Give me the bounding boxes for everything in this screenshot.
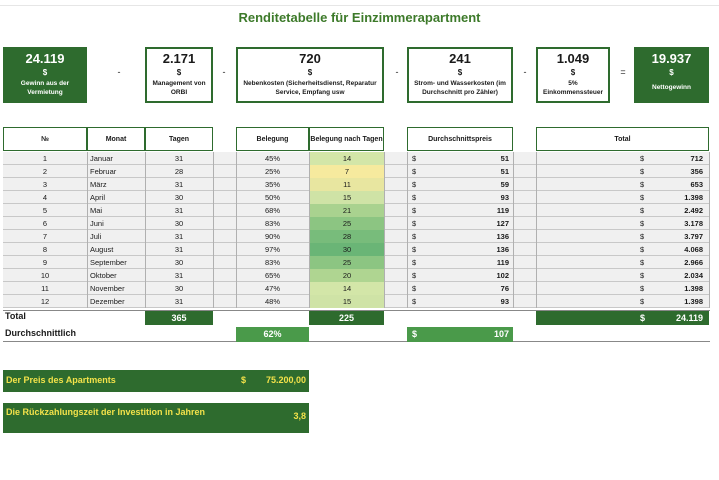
card-steuer	[536, 47, 610, 103]
cell-belegung-tage: 28	[310, 230, 384, 243]
cell-nr: 8	[42, 245, 48, 254]
header-preis: Durchschnittspreis	[407, 127, 513, 151]
column-divider	[236, 152, 237, 308]
cell-total: 1.398	[684, 297, 703, 306]
cell-tage: 31	[174, 245, 184, 254]
operator-minus: -	[222, 67, 226, 77]
cell-total-currency: $	[640, 167, 645, 176]
cell-tage: 31	[174, 297, 184, 306]
card-value: 2.171	[162, 51, 196, 66]
cell-tage: 30	[174, 284, 184, 293]
card-value: 1.049	[556, 51, 590, 66]
cell-tage: 31	[174, 154, 184, 163]
average-currency: $	[412, 329, 418, 339]
card-label: Nettogewinn	[652, 84, 691, 91]
cell-nr: 2	[42, 167, 48, 176]
cell-belegung-tage: 30	[310, 243, 384, 256]
card-nebenkosten	[236, 47, 384, 103]
cell-monat: April	[90, 193, 106, 202]
cell-total: 4.068	[684, 245, 703, 254]
card-currency: $	[570, 68, 576, 77]
operator-minus: -	[523, 67, 527, 77]
column-divider	[513, 152, 514, 308]
cell-belegung-tage: 25	[310, 217, 384, 230]
cell-belegung-tage: 7	[310, 165, 384, 178]
cell-monat: Dezember	[90, 297, 125, 306]
cell-nr: 5	[42, 206, 48, 215]
column-divider	[384, 152, 385, 308]
payback-box	[3, 403, 309, 433]
cell-total: 2.966	[684, 258, 703, 267]
operator-minus: -	[117, 67, 121, 77]
cell-total: 3.797	[684, 232, 703, 241]
card-value: 720	[299, 51, 321, 66]
cell-nr: 4	[42, 193, 48, 202]
cell-belegung-tage: 21	[310, 204, 384, 217]
average-preis-cell	[407, 327, 513, 342]
column-divider	[213, 152, 214, 308]
cell-belegung-tage: 20	[310, 269, 384, 282]
card-currency: $	[669, 68, 674, 77]
column-divider	[87, 152, 88, 308]
cell-preis: 119	[496, 258, 509, 267]
cell-belegung: 68%	[264, 206, 280, 215]
card-management	[145, 47, 213, 103]
header-nr: №	[3, 127, 87, 151]
cell-nr: 12	[40, 297, 50, 306]
cell-total-currency: $	[640, 258, 645, 267]
cell-preis-currency: $	[412, 193, 417, 202]
column-divider	[145, 152, 146, 308]
cell-belegung: 90%	[264, 232, 280, 241]
cell-total-currency: $	[640, 284, 645, 293]
cell-preis: 119	[496, 206, 509, 215]
cell-preis-currency: $	[412, 219, 417, 228]
cell-preis: 59	[500, 180, 509, 189]
cell-preis: 51	[500, 167, 509, 176]
cell-preis-currency: $	[412, 245, 417, 254]
header-total: Total	[536, 127, 709, 151]
cell-preis-currency: $	[412, 232, 417, 241]
cell-belegung: 83%	[264, 219, 280, 228]
cell-tage: 31	[174, 206, 184, 215]
card-value: 24.119	[25, 51, 65, 66]
card-label: Management von ORBI	[152, 80, 206, 96]
cell-total-currency: $	[640, 219, 645, 228]
cell-tage: 30	[174, 219, 184, 228]
card-currency: $	[457, 68, 463, 77]
card-label: Strom- und Wasserkosten (im Durchschnitt pro Zähler)	[414, 80, 506, 96]
card-value: 241	[449, 51, 471, 66]
cell-preis-currency: $	[412, 284, 417, 293]
operator-minus: -	[395, 67, 399, 77]
card-currency: $	[176, 68, 182, 77]
cell-preis: 76	[500, 284, 509, 293]
apartment-price-box	[3, 370, 309, 392]
cell-belegung: 65%	[264, 271, 280, 280]
cell-belegung-tage: 25	[310, 256, 384, 269]
cell-total-currency: $	[640, 154, 645, 163]
total-tage: 365	[145, 311, 213, 325]
cell-tage: 28	[174, 167, 184, 176]
cell-monat: August	[90, 245, 114, 254]
average-label: Durchschnittlich	[5, 328, 77, 338]
cell-monat: Mai	[90, 206, 103, 215]
apartment-price-label: Der Preis des Apartments	[6, 375, 116, 385]
header-monat: Monat	[87, 127, 145, 151]
column-divider	[536, 152, 537, 308]
cell-nr: 6	[42, 219, 48, 228]
header-belegung: Belegung	[236, 127, 309, 151]
cell-belegung: 47%	[264, 284, 280, 293]
column-divider	[709, 152, 710, 308]
cell-tage: 31	[174, 180, 184, 189]
average-belegung: 62%	[236, 327, 309, 342]
cell-monat: Februar	[90, 167, 117, 176]
cell-belegung-tage: 11	[310, 178, 384, 191]
cell-nr: 7	[42, 232, 48, 241]
cell-nr: 1	[42, 154, 48, 163]
cell-total-currency: $	[640, 271, 645, 280]
average-preis: 107	[493, 329, 509, 339]
cell-monat: Juni	[90, 219, 104, 228]
cell-preis: 51	[500, 154, 509, 163]
cell-belegung: 25%	[264, 167, 280, 176]
cell-total-currency: $	[640, 245, 645, 254]
payback-label: Die Rückzahlungszeit der Investition in Jahren	[6, 407, 206, 417]
cell-belegung-tage: 15	[310, 295, 384, 308]
cell-preis-currency: $	[412, 180, 417, 189]
card-strom	[407, 47, 513, 103]
card-netto	[634, 47, 709, 103]
column-divider	[407, 152, 408, 308]
cell-preis-currency: $	[412, 271, 417, 280]
cell-tage: 30	[174, 258, 184, 267]
card-currency: $	[307, 68, 313, 77]
cell-preis: 93	[500, 193, 509, 202]
card-label: 5% Einkommenssteuer	[543, 80, 603, 96]
cell-monat: Juli	[90, 232, 102, 241]
header-tage: Tagen	[145, 127, 213, 151]
cell-total: 653	[690, 180, 703, 189]
cell-tage: 31	[174, 271, 184, 280]
cell-monat: Januar	[90, 154, 113, 163]
cell-belegung: 48%	[264, 297, 280, 306]
cell-total-currency: $	[640, 180, 645, 189]
total-label: Total	[5, 311, 26, 321]
card-gewinn	[3, 47, 87, 103]
cell-preis-currency: $	[412, 258, 417, 267]
cell-preis-currency: $	[412, 167, 417, 176]
sheet-gridline	[0, 0, 719, 6]
apartment-price-currency: $	[241, 375, 247, 385]
cell-total: 1.398	[684, 193, 703, 202]
cell-preis-currency: $	[412, 154, 417, 163]
cell-preis: 93	[500, 297, 509, 306]
card-value: 19.937	[651, 51, 692, 66]
cell-total: 3.178	[684, 219, 703, 228]
cell-belegung-tage: 14	[310, 152, 384, 165]
cell-belegung: 50%	[264, 193, 280, 202]
cell-preis: 136	[496, 245, 509, 254]
cell-belegung-tage: 15	[310, 191, 384, 204]
column-divider	[309, 152, 310, 308]
total-sum: 24.119	[675, 313, 703, 323]
card-label: Gewinn aus der Vermietung	[20, 80, 70, 96]
cell-total: 712	[690, 154, 703, 163]
header-belegung-tage: Belegung nach Tagen	[309, 127, 384, 151]
cell-nr: 3	[42, 180, 48, 189]
cell-total: 2.492	[684, 206, 703, 215]
cell-total-currency: $	[640, 206, 645, 215]
cell-total-currency: $	[640, 193, 645, 202]
cell-belegung: 35%	[264, 180, 280, 189]
cell-monat: September	[90, 258, 127, 267]
cell-total-currency: $	[640, 232, 645, 241]
cell-nr: 9	[42, 258, 48, 267]
cell-preis-currency: $	[412, 297, 417, 306]
total-currency: $	[640, 313, 646, 323]
cell-monat: Oktober	[90, 271, 117, 280]
cell-nr: 11	[41, 284, 49, 293]
average-row	[3, 326, 710, 342]
cell-total: 1.398	[684, 284, 703, 293]
apartment-price-value: 75.200,00	[265, 375, 306, 385]
payback-value: 3,8	[293, 411, 306, 421]
cell-belegung-tage: 14	[310, 282, 384, 295]
cell-total-currency: $	[640, 297, 645, 306]
cell-preis: 136	[496, 232, 509, 241]
cell-monat: März	[90, 180, 107, 189]
total-sum-cell	[536, 311, 709, 325]
cell-preis: 102	[496, 271, 509, 280]
cell-belegung: 97%	[264, 245, 280, 254]
cell-preis: 127	[496, 219, 509, 228]
page-title: Renditetabelle für Einzimmerapartment	[238, 10, 481, 25]
cell-belegung: 45%	[264, 154, 280, 163]
cell-monat: November	[90, 284, 125, 293]
cell-preis-currency: $	[412, 206, 417, 215]
cell-tage: 31	[174, 232, 184, 241]
cell-tage: 30	[174, 193, 184, 202]
card-currency: $	[42, 68, 48, 77]
cell-total: 2.034	[684, 271, 703, 280]
operator-equals: =	[620, 67, 626, 77]
cell-nr: 10	[40, 271, 50, 280]
cell-total: 356	[690, 167, 703, 176]
cell-belegung: 83%	[264, 258, 280, 267]
total-belegung-tage: 225	[309, 311, 384, 325]
card-label: Nebenkosten (Sicherheitsdienst, Reparatur Service, Empfang usw	[243, 80, 377, 96]
